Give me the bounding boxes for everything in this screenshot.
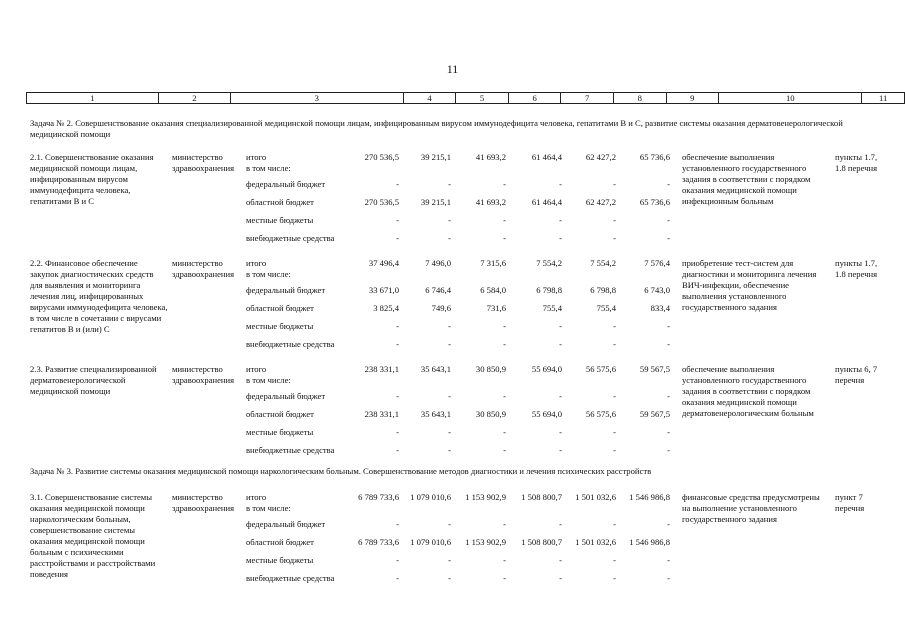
funding-value: - <box>667 233 670 243</box>
funding-value: 1 501 032,6 <box>575 492 616 502</box>
funding-source-label: федеральный бюджет <box>246 179 326 189</box>
funding-value: - <box>396 339 399 349</box>
page-number: 11 <box>446 62 459 76</box>
measure-reference: пункты 1.7, 1.8 перечня <box>835 152 878 173</box>
funding-value: - <box>613 573 616 583</box>
funding-value: 755,4 <box>596 303 616 313</box>
funding-source-label: областной бюджет <box>246 197 314 207</box>
funding-value: 62 427,2 <box>585 152 616 162</box>
funding-value: - <box>613 391 616 401</box>
funding-value: 59 567,5 <box>639 364 670 374</box>
measure-result: обеспечение выполнения установленного государственного задания в соответствии с порядком оказания медицинской помощи дерматовенерологическим больным <box>682 364 814 418</box>
funding-value: 65 736,6 <box>639 152 670 162</box>
measure-reference: пункт 7 перечня <box>835 492 865 513</box>
funding-value: - <box>396 321 399 331</box>
funding-value: - <box>559 233 562 243</box>
funding-value: 55 694,0 <box>531 409 562 419</box>
funding-value: - <box>667 445 670 455</box>
funding-value: 749,6 <box>431 303 451 313</box>
measure-result: обеспечение выполнения установленного государственного задания в соответствии с порядком оказания медицинской помощи инфекционным больным <box>682 152 811 206</box>
measure-executor: министерство здравоохранения <box>172 364 235 385</box>
funding-value: 39 215,1 <box>420 152 451 162</box>
funding-value: - <box>448 391 451 401</box>
funding-value: 6 584,0 <box>480 285 506 295</box>
funding-value: 7 496,0 <box>425 258 451 268</box>
funding-value: 1 153 902,9 <box>465 537 506 547</box>
header-cell: 6 <box>508 93 561 104</box>
funding-value: 56 575,6 <box>585 364 616 374</box>
funding-value: 755,4 <box>542 303 562 313</box>
funding-value: 41 693,2 <box>475 197 506 207</box>
header-cell: 9 <box>666 93 719 104</box>
funding-value: - <box>396 233 399 243</box>
funding-source-label: федеральный бюджет <box>246 519 326 529</box>
measure-executor: министерство здравоохранения <box>172 258 235 279</box>
funding-value: - <box>396 179 399 189</box>
funding-value: - <box>396 215 399 225</box>
funding-value: - <box>559 391 562 401</box>
funding-value: - <box>559 445 562 455</box>
funding-value: 37 496,4 <box>368 258 399 268</box>
funding-value: - <box>667 555 670 565</box>
funding-value: 55 694,0 <box>531 364 562 374</box>
funding-value: 6 798,8 <box>536 285 562 295</box>
funding-value: - <box>613 215 616 225</box>
measure-reference: пункты 1.7, 1.8 перечня <box>835 258 878 279</box>
funding-value: - <box>396 573 399 583</box>
measure-executor: министерство здравоохранения <box>172 152 235 173</box>
header-cell: 2 <box>158 93 230 104</box>
funding-value: - <box>559 179 562 189</box>
funding-value: - <box>667 391 670 401</box>
funding-value: 30 850,9 <box>475 364 506 374</box>
funding-value: 30 850,9 <box>475 409 506 419</box>
measure-name: 2.2. Финансовое обеспечение закупок диагностических средств для выявления и мониторинга лечения лиц, инфицированных вирусами иммунодефицита человека, в том числе в сочетании с вирусами гепатитов B и (или) C <box>30 258 168 334</box>
funding-value: - <box>396 555 399 565</box>
funding-value: - <box>503 519 506 529</box>
measure-result: финансовые средства предусмотрены на выполнение установленного государственного задания <box>682 492 820 524</box>
funding-value: 6 743,0 <box>644 285 670 295</box>
funding-value: 1 153 902,9 <box>465 492 506 502</box>
funding-value: - <box>613 321 616 331</box>
task-3-heading: Задача № 3. Развитие системы оказания медицинской помощи наркологическим больным. Совершенствование методов диагностики и лечения психических расстройств <box>30 466 652 476</box>
funding-value: 731,6 <box>486 303 506 313</box>
funding-value: 39 215,1 <box>420 197 451 207</box>
funding-value: 65 736,6 <box>639 197 670 207</box>
funding-value: 7 554,2 <box>590 258 616 268</box>
funding-value: 1 546 986,8 <box>629 537 670 547</box>
funding-value: 59 567,5 <box>639 409 670 419</box>
funding-source-label: местные бюджеты <box>246 321 314 331</box>
funding-value: - <box>613 233 616 243</box>
funding-value: - <box>559 321 562 331</box>
funding-value: 270 536,5 <box>364 197 399 207</box>
funding-value: - <box>448 573 451 583</box>
funding-source-label: местные бюджеты <box>246 555 314 565</box>
funding-value: - <box>559 573 562 583</box>
funding-value: - <box>613 427 616 437</box>
funding-value: - <box>448 321 451 331</box>
funding-value: 35 643,1 <box>420 364 451 374</box>
funding-value: 62 427,2 <box>585 197 616 207</box>
funding-value: 1 079 010,6 <box>410 492 451 502</box>
funding-value: - <box>613 179 616 189</box>
funding-value: - <box>613 339 616 349</box>
header-cell: 1 <box>27 93 159 104</box>
funding-value: - <box>448 215 451 225</box>
funding-value: - <box>448 555 451 565</box>
funding-value: - <box>503 215 506 225</box>
funding-value: - <box>613 555 616 565</box>
funding-value: 6 746,4 <box>425 285 451 295</box>
funding-value: - <box>559 339 562 349</box>
funding-value: 33 671,0 <box>368 285 399 295</box>
funding-source-label: итого в том числе: <box>246 364 291 385</box>
funding-value: - <box>503 391 506 401</box>
header-cell: 8 <box>613 93 666 104</box>
funding-value: 6 789 733,6 <box>358 537 399 547</box>
funding-value: - <box>448 427 451 437</box>
funding-value: - <box>613 519 616 529</box>
funding-source-label: итого в том числе: <box>246 152 291 173</box>
funding-source-label: внебюджетные средства <box>246 445 335 455</box>
funding-value: 1 508 800,7 <box>521 537 562 547</box>
funding-value: - <box>396 391 399 401</box>
funding-source-label: областной бюджет <box>246 303 314 313</box>
funding-value: - <box>396 519 399 529</box>
funding-source-label: федеральный бюджет <box>246 285 326 295</box>
measure-executor: министерство здравоохранения <box>172 492 235 513</box>
funding-value: 1 501 032,6 <box>575 537 616 547</box>
funding-value: - <box>503 179 506 189</box>
funding-value: 7 554,2 <box>536 258 562 268</box>
funding-value: - <box>559 555 562 565</box>
funding-value: - <box>503 321 506 331</box>
funding-source-label: итого в том числе: <box>246 492 291 513</box>
funding-value: - <box>448 445 451 455</box>
funding-source-label: внебюджетные средства <box>246 573 335 583</box>
funding-source-label: внебюджетные средства <box>246 339 335 349</box>
measure-result: приобретение тест-систем для диагностики и мониторинга лечения ВИЧ-инфекции, обеспечение выполнения установленного государственного задания <box>682 258 817 312</box>
header-cell: 3 <box>230 93 403 104</box>
funding-value: - <box>503 573 506 583</box>
funding-value: 238 331,1 <box>364 409 399 419</box>
measure-name: 2.3. Развитие специализированной дерматовенерологической медицинской помощи <box>30 364 157 396</box>
funding-value: 7 576,4 <box>644 258 670 268</box>
column-number-header <box>26 92 905 104</box>
funding-value: - <box>503 445 506 455</box>
funding-value: - <box>613 445 616 455</box>
funding-value: - <box>667 519 670 529</box>
funding-value: - <box>448 233 451 243</box>
funding-source-label: итого в том числе: <box>246 258 291 279</box>
header-cell: 10 <box>719 93 862 104</box>
funding-value: 1 079 010,6 <box>410 537 451 547</box>
header-cell: 11 <box>862 93 905 104</box>
funding-source-label: местные бюджеты <box>246 427 314 437</box>
funding-value: 238 331,1 <box>364 364 399 374</box>
measure-name: 2.1. Совершенствование оказания медицинской помощи лицам, инфицированным вирусом иммунодефицита человека, гепатитами B и C <box>30 152 154 206</box>
funding-value: 61 464,4 <box>531 197 562 207</box>
funding-value: 7 315,6 <box>480 258 506 268</box>
funding-value: - <box>559 519 562 529</box>
funding-value: - <box>559 215 562 225</box>
header-cell: 4 <box>403 93 456 104</box>
funding-value: 6 798,8 <box>590 285 616 295</box>
funding-value: - <box>667 427 670 437</box>
funding-value: - <box>667 339 670 349</box>
funding-source-label: местные бюджеты <box>246 215 314 225</box>
funding-source-label: областной бюджет <box>246 409 314 419</box>
funding-value: 833,4 <box>650 303 670 313</box>
funding-value: - <box>448 179 451 189</box>
measure-reference: пункты 6, 7 перечня <box>835 364 878 385</box>
funding-value: 270 536,5 <box>364 152 399 162</box>
funding-value: - <box>667 215 670 225</box>
funding-value: 35 643,1 <box>420 409 451 419</box>
funding-value: - <box>503 555 506 565</box>
funding-source-label: федеральный бюджет <box>246 391 326 401</box>
funding-value: 1 508 800,7 <box>521 492 562 502</box>
funding-value: 6 789 733,6 <box>358 492 399 502</box>
funding-value: - <box>667 179 670 189</box>
funding-value: - <box>503 233 506 243</box>
funding-value: - <box>667 321 670 331</box>
header-cell: 5 <box>456 93 509 104</box>
funding-value: 1 546 986,8 <box>629 492 670 502</box>
funding-value: - <box>503 339 506 349</box>
funding-value: - <box>667 573 670 583</box>
funding-value: 56 575,6 <box>585 409 616 419</box>
funding-value: 3 825,4 <box>373 303 399 313</box>
funding-value: - <box>448 519 451 529</box>
funding-value: - <box>503 427 506 437</box>
funding-value: - <box>448 339 451 349</box>
funding-value: - <box>559 427 562 437</box>
funding-value: 41 693,2 <box>475 152 506 162</box>
task-2-heading: Задача № 2. Совершенствование оказания специализированной медицинской помощи лицам, инфицированным вирусом иммунодефицита человека, гепатитами B и C, развитие системы оказания дерматовенерологической медицинской помощи <box>30 118 843 139</box>
funding-source-label: областной бюджет <box>246 537 314 547</box>
funding-source-label: внебюджетные средства <box>246 233 335 243</box>
funding-value: 61 464,4 <box>531 152 562 162</box>
header-cell: 7 <box>561 93 614 104</box>
measure-name: 3.1. Совершенствование системы оказания медицинской помощи наркологическим больным, совершенствование системы оказания медицинской помощи больным с психическими расстройствами и расстройствами поведения <box>30 492 156 579</box>
funding-value: - <box>396 445 399 455</box>
funding-value: - <box>396 427 399 437</box>
